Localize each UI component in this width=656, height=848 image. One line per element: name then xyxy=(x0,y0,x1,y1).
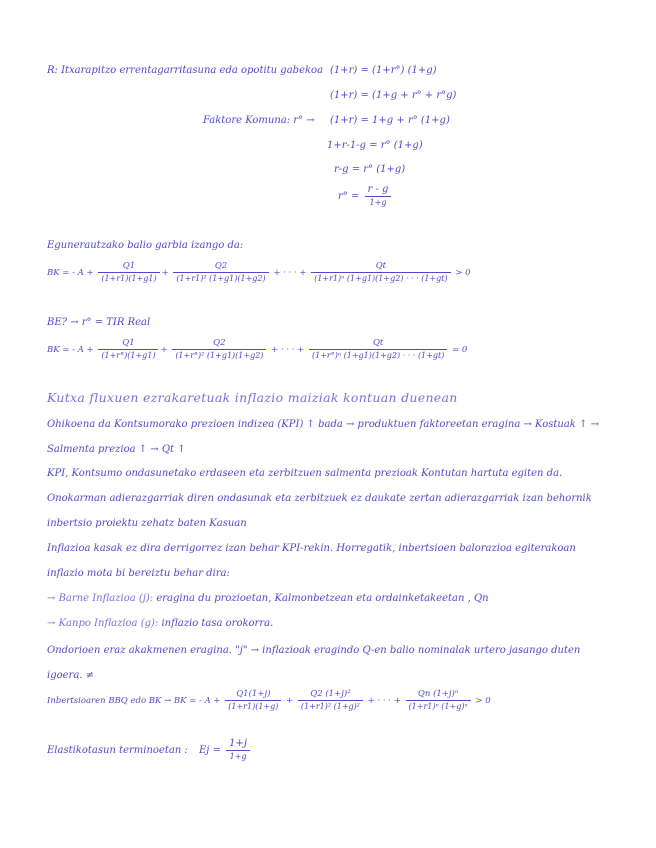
bullet-1-label: Barne Inflazioa (j): xyxy=(58,593,154,604)
elasticity-fraction xyxy=(226,738,250,763)
paragraph-1: Ohikoena da Kontsumorako prezioen indizea (KPI) ↑ bada → produktuen faktoreetan eragina → Kostuak ↑ → xyxy=(47,419,599,430)
paragraph-4: Onokarman adierazgarriak diren ondasunak eta zerbitzuek ez daukate zertan adierazgarriak izan behornik xyxy=(47,493,592,504)
inv-tn-num: Qn (1+j)ⁿ xyxy=(406,688,471,701)
inv-dots: + · · · + xyxy=(367,696,401,706)
inv-term-2 xyxy=(298,688,363,713)
bk2-term-2 xyxy=(172,337,266,362)
bk2-lhs: BK = - A + xyxy=(47,345,94,355)
inv-plus: + xyxy=(286,696,294,706)
bk1-tn-den: (1+r1)ⁿ (1+g1)(1+g2) · · · (1+gt) xyxy=(314,274,448,283)
bk2-term-n xyxy=(309,337,447,362)
bk1-t1-num: Q1 xyxy=(98,260,159,273)
investment-formula xyxy=(47,688,491,713)
eq6-left: r° = xyxy=(338,191,360,202)
r-definition xyxy=(47,65,323,76)
bk1-term-2 xyxy=(173,260,268,285)
elasticity-denominator: 1+g xyxy=(229,752,247,761)
bk2-t2-den: (1+r°)² (1+g1)(1+g2) xyxy=(175,351,264,360)
paragraph-8: Ondorioen eraz akakmenen eragina. "j" → inflazioak eragindo Q-en balio nominalak urtero jasango duten xyxy=(47,645,581,656)
inv-t2-den: (1+r1)² (1+g)² xyxy=(300,702,360,711)
arrow-icon: → xyxy=(47,593,56,604)
inv-t1-den: (1+r1)(1+g) xyxy=(228,702,279,711)
inv-rhs: > 0 xyxy=(475,696,491,706)
equation-1: (1+r) = (1+r°) (1+g) xyxy=(330,65,437,76)
inv-term-n xyxy=(406,688,471,713)
arrow-icon: → xyxy=(47,618,56,629)
bullet-2-label: Kanpo Inflazioa (g): xyxy=(58,618,159,629)
bk2-t1-num: Q1 xyxy=(98,337,158,350)
equation-3: (1+r) = 1+g + r° (1+g) xyxy=(330,115,450,126)
bet-line: BE? → r° = TIR Real xyxy=(47,317,151,328)
equation-2: (1+r) = (1+g + r° + r°g) xyxy=(330,90,457,101)
bk2-tn-num: Qt xyxy=(309,337,447,350)
inv-t2-num: Q2 (1+j)² xyxy=(298,688,363,701)
inv-lhs: Inbertsioaren BBQ edo BK → BK = - A + xyxy=(47,696,221,706)
paragraph-5: inbertsio proiektu zehatz baten Kasuan xyxy=(47,518,247,529)
paragraph-3: KPI, Kontsumo ondasunetako erdaseen eta zerbitzuen salmenta prezioak Kontutan hartuta egiten da. xyxy=(47,468,563,479)
bk2-rhs: = 0 xyxy=(452,345,468,355)
bk1-dots: + · · · + xyxy=(273,268,307,278)
bk2-t1-den: (1+r°)(1+g1) xyxy=(101,351,156,360)
fisher-line xyxy=(203,115,315,126)
bk1-tn-num: Qt xyxy=(311,260,450,273)
bk-formula-1: BK = - A + $\frac{Q1}{(1+r1)(1+g1)}$ + $\frac{Q2}{\text{(1+r1)² (1+g1)(1+g2)}}$ + · · · + $\frac{Qt}{\text{(1+r1)ⁿ (1+g1)(1+g2) · · · (1+gt)}}$ > 0 xyxy=(47,261,471,283)
bk-formula-2: BK = - A + $\frac{Q1}{(1+r^\circ)(1+g1)}$ + $\frac{Q2}{\text{(1+r°)² (1+g1)(1+g2)}}$ + · · · + $\frac{Qt}{\text{(1+r°)ⁿ (1+g1)(1+g2) · · · (1+gt)}}$ = 0 xyxy=(47,338,468,360)
paragraph-7: inflazio mota bi bereiztu behar dira: xyxy=(47,568,230,579)
bk1-t2-den: (1+r1)² (1+g1)(1+g2) xyxy=(176,274,266,283)
bk1-lhs: BK = - A + xyxy=(47,268,94,278)
eq6-numerator: r - g xyxy=(365,184,392,197)
paragraph-2: Salmenta prezioa ↑ → Qt ↑ xyxy=(47,444,186,455)
inv-term-1 xyxy=(225,688,281,713)
fisher-label: Faktore Komuna: r° → xyxy=(203,115,315,126)
bk2-tn-den: (1+r°)ⁿ (1+g1)(1+g2) · · · (1+gt) xyxy=(312,351,445,360)
bk2-term-1 xyxy=(98,337,158,362)
bk1-t1-den: (1+r1)(1+g1) xyxy=(101,274,157,283)
bullet-internal-inflation xyxy=(47,593,489,604)
bullet-1-text: eragina du prozioetan, Kalmonbetzean eta ordainketakeetan , Qn xyxy=(156,593,489,604)
section-heading: Kutxa fluxuen ezrakaretuak inflazio maiziak kontuan duenean xyxy=(47,390,458,405)
paragraph-9: igoera. ≠ xyxy=(47,670,95,681)
elasticity-eq: Ej = xyxy=(199,745,221,756)
general-intro: Egunerautzako balio garbia izango da: xyxy=(47,240,244,251)
elasticity-label: Elastikotasun terminoetan : xyxy=(47,745,188,756)
bk2-t2-num: Q2 xyxy=(172,337,266,350)
bk1-term-n xyxy=(311,260,450,285)
bullet-2-text: inflazio tasa orokorra. xyxy=(161,618,274,629)
equation-5: r-g = r° (1+g) xyxy=(334,164,406,175)
bk1-rhs: > 0 xyxy=(455,268,471,278)
inv-t1-num: Q1(1+j) xyxy=(225,688,281,701)
paragraph-6: Inflazioa kasak ez dira derrigorrez izan behar KPI-rekin. Horregatik, inbertsioen balorazioa egiterakoan xyxy=(47,543,576,554)
bk2-dots: + · · · + xyxy=(271,345,305,355)
elasticity-line xyxy=(47,738,252,763)
bk1-term-1 xyxy=(98,260,159,285)
equation-4: 1+r-1-g = r° (1+g) xyxy=(327,140,423,151)
eq6-fraction xyxy=(365,184,392,209)
bk1-t2-num: Q2 xyxy=(173,260,268,273)
elasticity-numerator: 1+j xyxy=(226,738,250,751)
bullet-external-inflation xyxy=(47,618,273,629)
equation-6 xyxy=(338,184,393,209)
eq6-denominator: 1+g xyxy=(369,198,387,207)
r-intro-text: R: Itxarapitzo errentagarritasuna eda opotitu gabekoa xyxy=(47,65,324,76)
inv-tn-den: (1+r1)ⁿ (1+g)ⁿ xyxy=(408,702,468,711)
